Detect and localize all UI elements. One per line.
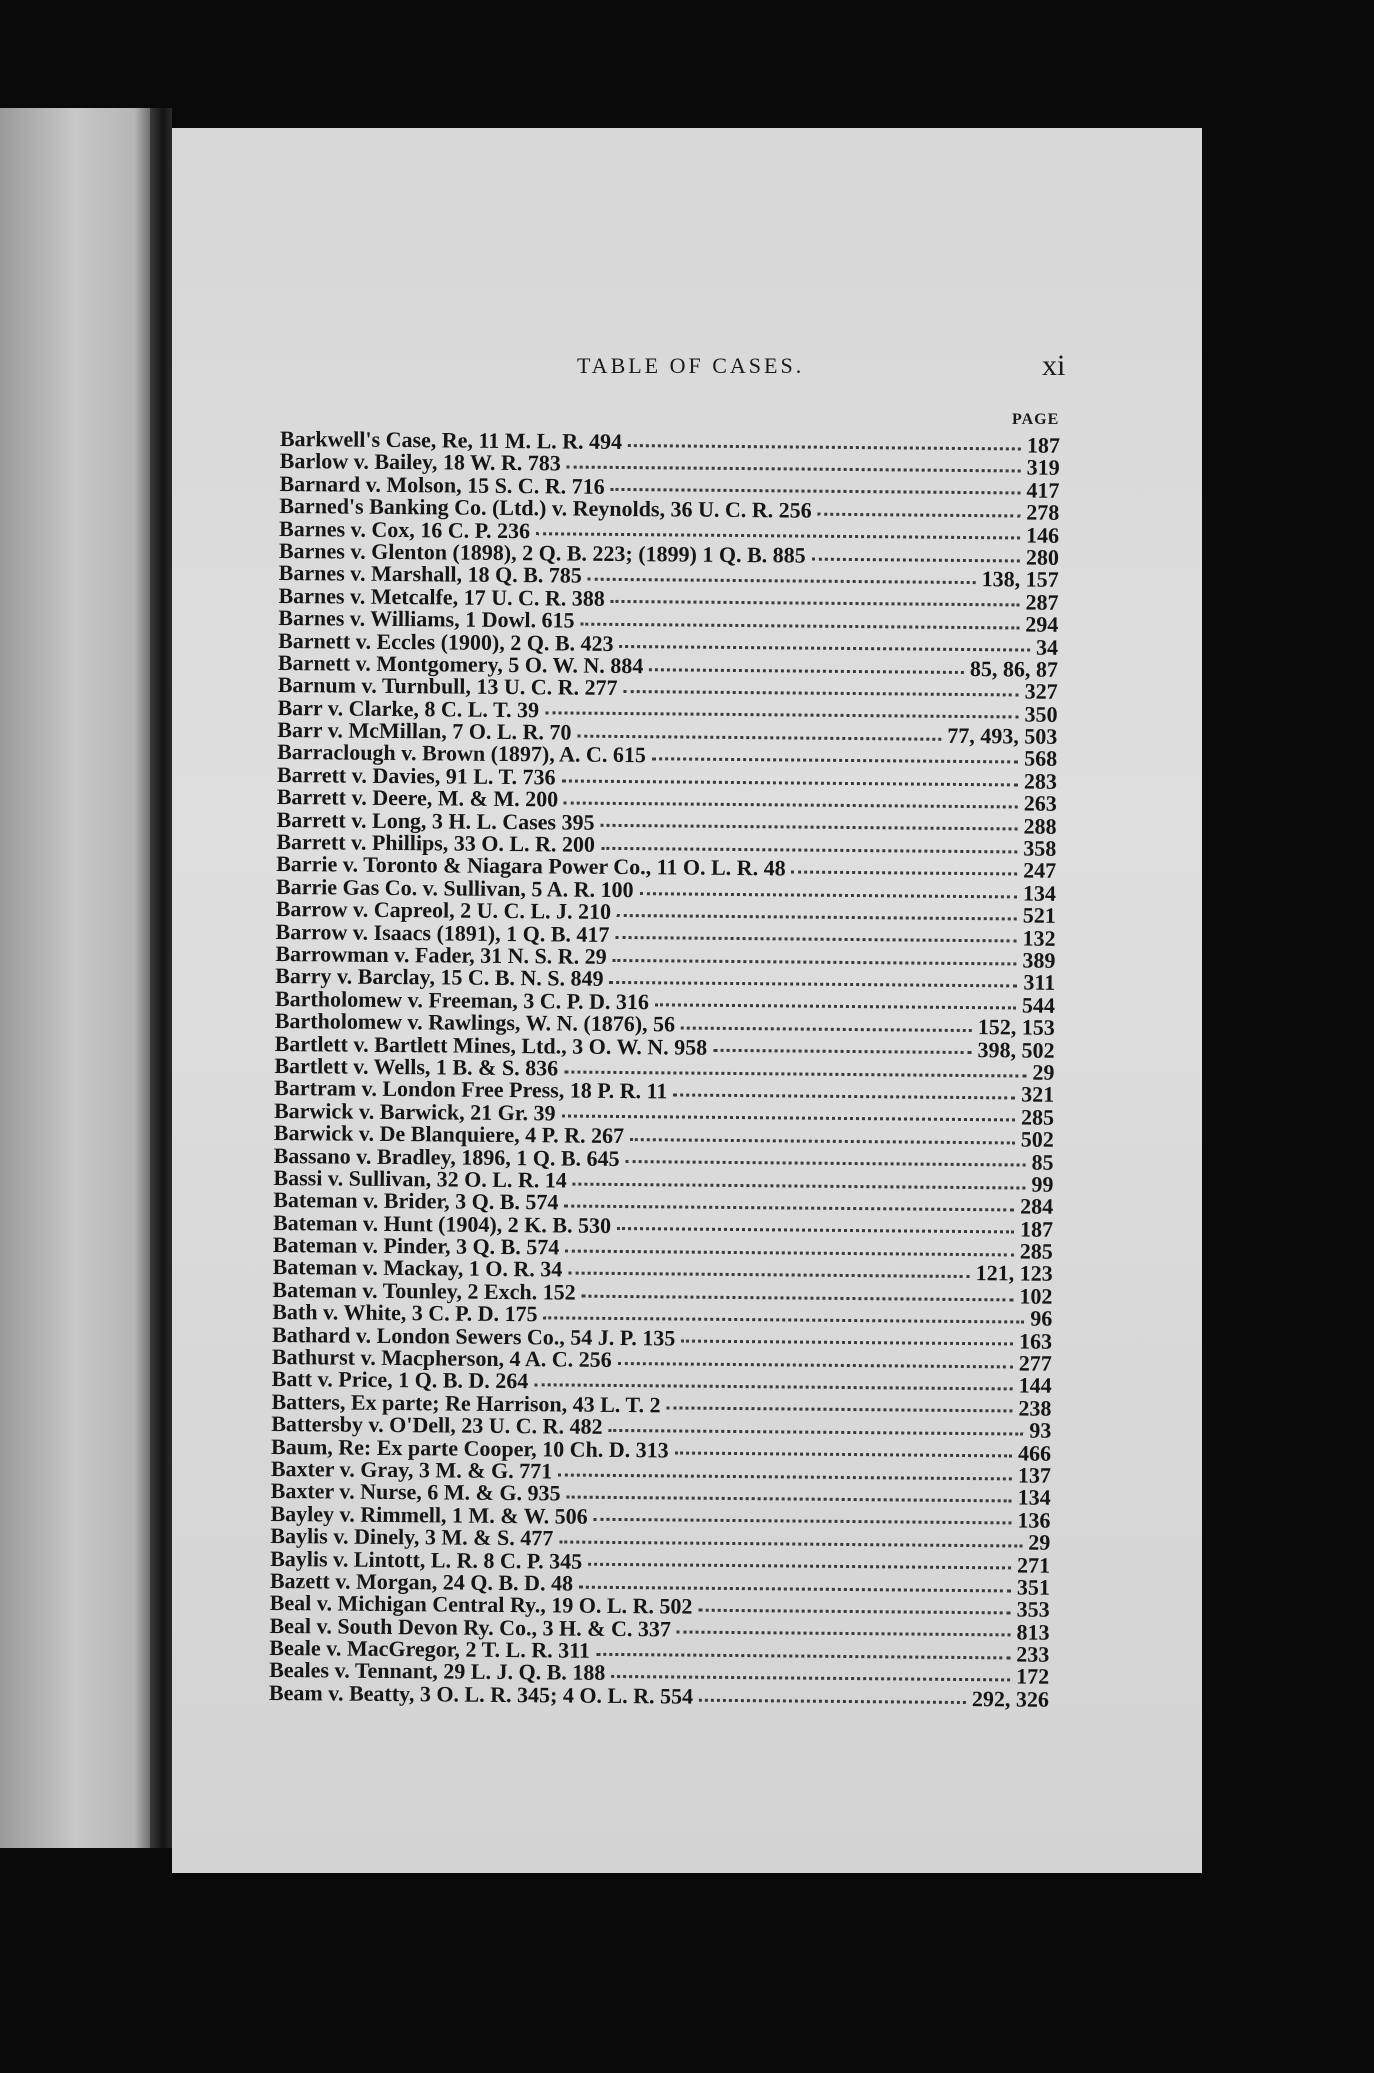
book-gutter bbox=[150, 108, 172, 1848]
dot-leader bbox=[666, 1401, 1012, 1413]
case-citation: Bayley v. Rimmell, 1 M. & W. 506 bbox=[270, 1500, 588, 1529]
page-references: 96 bbox=[1030, 1305, 1053, 1332]
case-citation: Barraclough v. Brown (1897), A. C. 615 bbox=[277, 739, 646, 768]
page-references: 137 bbox=[1017, 1462, 1051, 1488]
page-references: 247 bbox=[1023, 857, 1057, 884]
page-references: 358 bbox=[1023, 835, 1057, 861]
page-references: 102 bbox=[1019, 1283, 1053, 1309]
page-references: 136 bbox=[1017, 1507, 1051, 1533]
dot-leader bbox=[812, 551, 1020, 562]
page-references: 521 bbox=[1022, 902, 1056, 928]
dot-leader bbox=[611, 594, 1020, 607]
page-references: 134 bbox=[1022, 880, 1057, 906]
page-references: 327 bbox=[1024, 678, 1058, 705]
page-references: 163 bbox=[1018, 1328, 1053, 1354]
dot-leader bbox=[588, 572, 976, 584]
page-number: xi bbox=[1042, 349, 1066, 382]
page-references: 263 bbox=[1023, 790, 1057, 817]
case-citation: Baxter v. Gray, 3 M. & G. 771 bbox=[270, 1455, 553, 1484]
dot-leader bbox=[534, 1377, 1012, 1390]
dot-leader bbox=[617, 1221, 1014, 1233]
page-references: 277 bbox=[1018, 1350, 1052, 1376]
dot-leader bbox=[559, 1534, 1022, 1547]
dot-leader bbox=[624, 684, 1019, 696]
page-references: 132 bbox=[1022, 925, 1056, 951]
case-citation: Barrett v. Long, 3 H. L. Cases 395 bbox=[276, 806, 595, 835]
page-references: 187 bbox=[1026, 432, 1060, 458]
dot-leader bbox=[618, 1356, 1013, 1368]
page-references: 93 bbox=[1029, 1417, 1052, 1443]
page-references: 350 bbox=[1024, 701, 1058, 727]
case-citation: Batters, Ex parte; Re Harrison, 43 L. T. 2 bbox=[271, 1388, 661, 1418]
dot-leader bbox=[536, 526, 1020, 539]
dot-leader bbox=[610, 975, 1018, 988]
case-citation: Bathard v. London Sewers Co., 54 J. P. 135 bbox=[271, 1321, 676, 1351]
case-citation: Barnes v. Glenton (1898), 2 Q. B. 223; (1899) 1 Q. B. 885 bbox=[278, 537, 806, 568]
case-citation: Barlow v. Bailey, 18 W. R. 783 bbox=[279, 448, 561, 476]
page-references: 29 bbox=[1028, 1529, 1051, 1555]
dot-leader bbox=[596, 1647, 1010, 1660]
case-citation: Bartlett v. Wells, 1 B. & S. 836 bbox=[274, 1052, 559, 1081]
dot-leader bbox=[673, 1087, 1015, 1099]
dot-leader bbox=[588, 1557, 1011, 1570]
dot-leader bbox=[628, 438, 1021, 450]
page-references: 287 bbox=[1025, 589, 1059, 615]
page-references: 285 bbox=[1019, 1238, 1053, 1264]
page-references: 292, 326 bbox=[971, 1685, 1050, 1712]
case-citation: Bateman v. Pinder, 3 Q. B. 574 bbox=[272, 1232, 560, 1260]
page-references: 398, 502 bbox=[977, 1036, 1055, 1063]
page-references: 233 bbox=[1016, 1641, 1050, 1667]
dot-leader bbox=[649, 662, 964, 674]
page-references: 389 bbox=[1022, 947, 1056, 973]
case-citation: Beal v. South Devon Ry. Co., 3 H. & C. 337 bbox=[269, 1612, 672, 1642]
case-citation: Bassano v. Bradley, 1896, 1 Q. B. 645 bbox=[273, 1142, 620, 1171]
case-citation: Bassi v. Sullivan, 32 O. L. R. 14 bbox=[273, 1164, 567, 1193]
dot-leader bbox=[564, 795, 1018, 808]
facing-page-edge bbox=[0, 108, 150, 1848]
dot-leader bbox=[626, 1154, 1026, 1166]
dot-leader bbox=[567, 460, 1021, 473]
page-column-label: PAGE bbox=[1012, 411, 1060, 428]
dot-leader bbox=[581, 616, 1020, 629]
dot-leader bbox=[818, 507, 1021, 518]
page-references: 85, 86, 87 bbox=[969, 655, 1059, 682]
case-citation: Barned's Banking Co. (Ltd.) v. Reynolds, 36 U. C. R. 256 bbox=[279, 493, 812, 523]
dot-leader bbox=[565, 1243, 1014, 1256]
case-citation: Beales v. Tennant, 29 L. J. Q. B. 188 bbox=[269, 1657, 606, 1686]
dot-leader bbox=[562, 773, 1018, 786]
dot-leader bbox=[573, 1176, 1026, 1189]
dot-leader bbox=[639, 886, 1017, 898]
case-citation: Barrie Gas Co. v. Sullivan, 5 A. R. 100 bbox=[275, 873, 634, 902]
case-citation: Bartholomew v. Freeman, 3 C. P. D. 316 bbox=[274, 985, 650, 1015]
case-citation: Barkwell's Case, Re, 11 M. L. R. 494 bbox=[279, 426, 623, 454]
dot-leader bbox=[577, 728, 941, 740]
case-citation: Barnes v. Metcalfe, 17 U. C. R. 388 bbox=[278, 582, 605, 611]
page-references: 152, 153 bbox=[977, 1014, 1055, 1040]
page-references: 29 bbox=[1032, 1059, 1055, 1085]
dot-leader bbox=[601, 841, 1017, 854]
dot-leader bbox=[615, 930, 1016, 943]
page-title: TABLE OF CASES. bbox=[577, 353, 805, 378]
case-citation: Barnett v. Eccles (1900), 2 Q. B. 423 bbox=[278, 627, 614, 656]
case-citation: Barwick v. Barwick, 21 Gr. 39 bbox=[273, 1097, 556, 1126]
case-citation: Baylis v. Dinely, 3 M. & S. 477 bbox=[270, 1523, 554, 1551]
page-references: 77, 493, 503 bbox=[947, 722, 1058, 749]
dot-leader bbox=[655, 998, 1016, 1010]
dot-leader bbox=[652, 751, 1018, 763]
dot-leader bbox=[713, 1043, 971, 1054]
dot-leader bbox=[617, 908, 1017, 920]
page-references: 187 bbox=[1019, 1216, 1054, 1242]
case-citation: Barrow v. Isaacs (1891), 1 Q. B. 417 bbox=[275, 918, 610, 947]
dot-leader bbox=[613, 953, 1017, 966]
page-references: 85 bbox=[1031, 1149, 1054, 1175]
case-citation: Barrett v. Davies, 91 L. T. 736 bbox=[276, 761, 556, 790]
case-citation: Barrowman v. Fader, 31 N. S. R. 29 bbox=[275, 940, 607, 969]
page-references: 311 bbox=[1023, 969, 1056, 996]
case-citation: Bateman v. Brider, 3 Q. B. 574 bbox=[273, 1187, 559, 1215]
page-references: 138, 157 bbox=[981, 566, 1059, 593]
case-citation: Battersby v. O'Dell, 23 U. C. R. 482 bbox=[271, 1411, 603, 1440]
dot-leader bbox=[699, 1692, 966, 1703]
dot-leader bbox=[601, 818, 1018, 831]
page-references: 319 bbox=[1026, 454, 1060, 481]
dot-leader bbox=[681, 1334, 1013, 1346]
case-citation: Barnum v. Turnbull, 13 U. C. R. 277 bbox=[277, 672, 618, 701]
page-references: 284 bbox=[1020, 1193, 1054, 1220]
dot-leader bbox=[568, 1266, 969, 1279]
case-citation: Bazett v. Morgan, 24 Q. B. D. 48 bbox=[269, 1567, 574, 1596]
dot-leader bbox=[620, 639, 1031, 652]
case-citation: Barrett v. Deere, M. & M. 200 bbox=[276, 784, 559, 812]
dot-leader bbox=[698, 1603, 1010, 1615]
page-references: 813 bbox=[1016, 1619, 1050, 1645]
page-references: 502 bbox=[1020, 1126, 1054, 1152]
case-citation: Barnes v. Williams, 1 Dowl. 615 bbox=[278, 605, 575, 633]
case-citation: Barrie v. Toronto & Niagara Power Co., 11 O. L. R. 48 bbox=[276, 851, 786, 881]
case-citation: Bartlett v. Bartlett Mines, Ltd., 3 O. W. N. 958 bbox=[274, 1030, 708, 1060]
page-references: 321 bbox=[1021, 1081, 1055, 1108]
page-references: 288 bbox=[1023, 813, 1057, 839]
page-references: 544 bbox=[1021, 992, 1056, 1018]
dot-leader bbox=[582, 1288, 1014, 1301]
page-references: 568 bbox=[1024, 745, 1058, 772]
dot-leader bbox=[608, 1423, 1023, 1436]
case-citation: Baum, Re: Ex parte Cooper, 10 Ch. D. 313 bbox=[271, 1433, 669, 1463]
scanned-page bbox=[172, 128, 1202, 1873]
case-citation: Barr v. McMillan, 7 O. L. R. 70 bbox=[277, 717, 572, 745]
page-references: 353 bbox=[1016, 1596, 1050, 1623]
case-citation: Barry v. Barclay, 15 C. B. N. S. 849 bbox=[275, 963, 604, 992]
page-references: 34 bbox=[1036, 634, 1059, 660]
case-citation: Beale v. MacGregor, 2 T. L. R. 311 bbox=[269, 1635, 591, 1663]
case-citation: Beal v. Michigan Central Ry., 19 O. L. R. 502 bbox=[269, 1590, 693, 1619]
dot-leader bbox=[564, 1064, 1026, 1077]
case-citation: Barrett v. Phillips, 33 O. L. R. 200 bbox=[276, 829, 596, 857]
page-references: 417 bbox=[1026, 477, 1060, 503]
case-citation: Bateman v. Tounley, 2 Exch. 152 bbox=[272, 1276, 576, 1305]
page-references: 134 bbox=[1017, 1484, 1051, 1511]
case-citation: Barr v. Clarke, 8 C. L. T. 39 bbox=[277, 694, 540, 722]
dot-leader bbox=[675, 1446, 1012, 1458]
dot-leader bbox=[792, 865, 1018, 876]
page-references: 172 bbox=[1016, 1663, 1050, 1690]
dot-leader bbox=[558, 1467, 1012, 1480]
case-citation: Baylis v. Lintott, L. R. 8 C. P. 345 bbox=[270, 1545, 583, 1574]
dot-leader bbox=[567, 1490, 1012, 1503]
dot-leader bbox=[543, 1310, 1024, 1323]
page-references: 271 bbox=[1017, 1552, 1051, 1578]
case-citation: Barrow v. Capreol, 2 U. C. L. J. 210 bbox=[275, 896, 612, 925]
page-references: 294 bbox=[1025, 611, 1059, 637]
page-references: 278 bbox=[1026, 499, 1060, 525]
page-references: 121, 123 bbox=[975, 1260, 1053, 1287]
case-citation: Barnard v. Molson, 15 S. C. R. 716 bbox=[279, 470, 605, 499]
dot-leader bbox=[611, 1669, 1010, 1681]
page-references: 283 bbox=[1023, 768, 1058, 794]
dot-leader bbox=[594, 1512, 1012, 1525]
page-references: 351 bbox=[1016, 1574, 1051, 1600]
case-citation: Barnes v. Marshall, 18 Q. B. 785 bbox=[278, 560, 582, 588]
page-references: 466 bbox=[1017, 1440, 1052, 1466]
dot-leader bbox=[677, 1625, 1011, 1637]
case-citation: Bateman v. Mackay, 1 O. R. 34 bbox=[272, 1254, 563, 1282]
dot-leader bbox=[681, 1020, 972, 1032]
case-citation: Barnett v. Montgomery, 5 O. W. N. 884 bbox=[277, 649, 644, 679]
dot-leader bbox=[611, 482, 1021, 495]
case-citation: Batt v. Price, 1 Q. B. D. 264 bbox=[271, 1366, 529, 1394]
dot-leader bbox=[564, 1198, 1014, 1211]
page-references: 280 bbox=[1025, 544, 1060, 570]
dot-leader bbox=[630, 1132, 1015, 1144]
case-citation: Bartram v. London Free Press, 18 P. R. 11 bbox=[274, 1075, 668, 1104]
case-citation: Baxter v. Nurse, 6 M. & G. 935 bbox=[270, 1478, 561, 1506]
dot-leader bbox=[562, 1109, 1016, 1122]
page-references: 144 bbox=[1018, 1372, 1052, 1399]
running-head bbox=[172, 343, 1202, 383]
case-citation: Barwick v. De Blanquiere, 4 P. R. 267 bbox=[273, 1120, 625, 1149]
page-references: 238 bbox=[1018, 1395, 1052, 1421]
page-references: 99 bbox=[1031, 1171, 1054, 1197]
dot-leader bbox=[545, 706, 1018, 719]
case-citation: Beam v. Beatty, 3 O. L. R. 345; 4 O. L. R. 554 bbox=[268, 1679, 694, 1709]
page-references: 146 bbox=[1025, 522, 1060, 548]
case-table bbox=[269, 428, 1060, 1711]
case-citation: Bartholomew v. Rawlings, W. N. (1876), 56 bbox=[274, 1008, 676, 1037]
dot-leader bbox=[579, 1579, 1011, 1592]
case-citation: Bath v. White, 3 C. P. D. 175 bbox=[272, 1299, 538, 1327]
case-citation: Barnes v. Cox, 16 C. P. 236 bbox=[279, 515, 531, 543]
page-references: 285 bbox=[1020, 1104, 1055, 1130]
case-citation: Bateman v. Hunt (1904), 2 K. B. 530 bbox=[272, 1209, 612, 1238]
case-citation: Bathurst v. Macpherson, 4 A. C. 256 bbox=[271, 1343, 612, 1372]
